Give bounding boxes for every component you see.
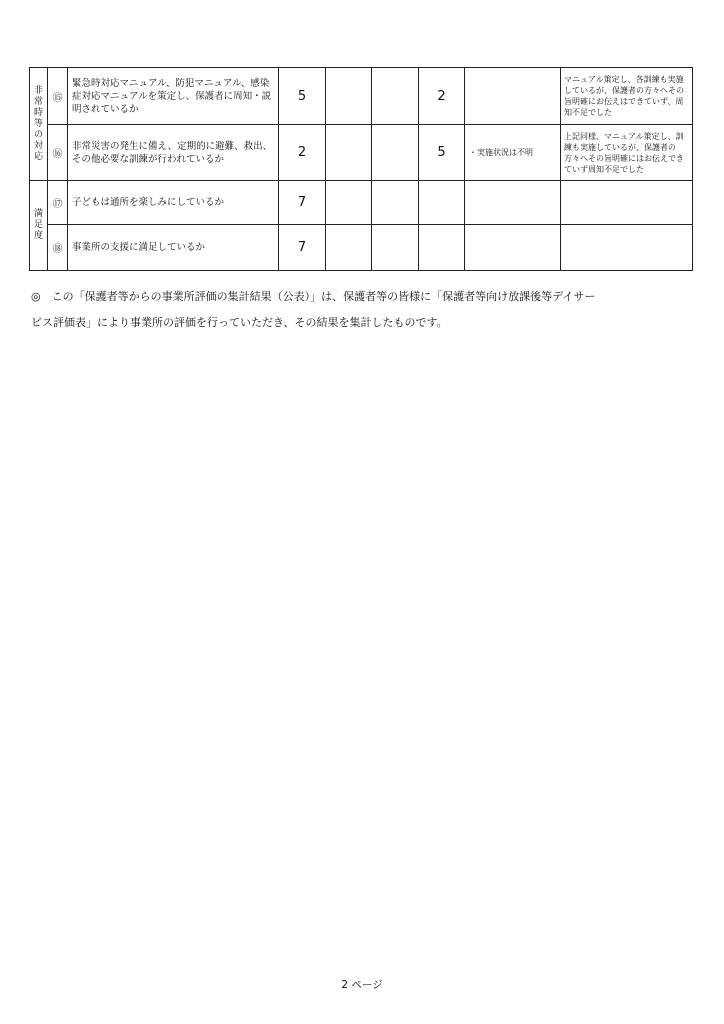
answer-no-count <box>372 125 419 181</box>
table-row <box>30 68 693 125</box>
answer-yes-count: 7 <box>279 225 326 271</box>
item-number: ⑱ <box>48 225 68 271</box>
facility-comment <box>561 225 693 271</box>
answer-unknown-count: 5 <box>419 125 465 181</box>
answer-unknown-count <box>419 181 465 225</box>
answer-no-count <box>372 225 419 271</box>
answer-neutral-count <box>326 68 372 125</box>
item-number: ⑮ <box>48 68 68 125</box>
footnote <box>31 284 695 336</box>
footnote-line: ビス評価表」により事業所の評価を行っていただき、その結果を集計したものです。 <box>31 316 448 329</box>
facility-comment <box>561 181 693 225</box>
parent-remark <box>465 68 561 125</box>
answer-no-count <box>372 181 419 225</box>
parent-remark <box>465 181 561 225</box>
table-row <box>30 181 693 225</box>
category-cell: 満足度 <box>30 181 48 271</box>
question-text: 非常災害の発生に備え、定期的に避難、救出、その他必要な訓練が行われているか <box>68 125 279 181</box>
answer-neutral-count <box>326 181 372 225</box>
footnote-line: ◎ この「保護者等からの事業所評価の集計結果（公表）」は、保護者等の皆様に「保護者等向け放課後等デイサー <box>31 290 596 303</box>
facility-comment: マニュアル策定し、各訓練も実施しているが、保護者の方々へその旨明確にお伝えはできていず、周知不足でした <box>561 68 693 125</box>
answer-yes-count: 2 <box>279 125 326 181</box>
parent-remark <box>465 225 561 271</box>
answer-neutral-count <box>326 125 372 181</box>
table-row <box>30 225 693 271</box>
parent-remark: ・実施状況は不明 <box>465 125 561 181</box>
answer-neutral-count <box>326 225 372 271</box>
facility-comment: 上記同様、マニュアル策定し、訓練も実施しているが、保護者の方々へその旨明確にはお伝えできていず周知不足でした <box>561 125 693 181</box>
page-number: 2 ページ <box>341 979 383 991</box>
question-text: 事業所の支援に満足しているか <box>68 225 279 271</box>
question-text: 子どもは通所を楽しみにしているか <box>68 181 279 225</box>
answer-no-count <box>372 68 419 125</box>
evaluation-table <box>29 67 693 271</box>
question-text: 緊急時対応マニュアル、防犯マニュアル、感染症対応マニュアルを策定し、保護者に周知・説明されているか <box>68 68 279 125</box>
answer-unknown-count <box>419 225 465 271</box>
item-number: ⑰ <box>48 181 68 225</box>
category-cell: 非常時等の対応 <box>30 68 48 181</box>
item-number: ⑯ <box>48 125 68 181</box>
table-row <box>30 125 693 181</box>
answer-unknown-count: 2 <box>419 68 465 125</box>
answer-yes-count: 7 <box>279 181 326 225</box>
answer-yes-count: 5 <box>279 68 326 125</box>
